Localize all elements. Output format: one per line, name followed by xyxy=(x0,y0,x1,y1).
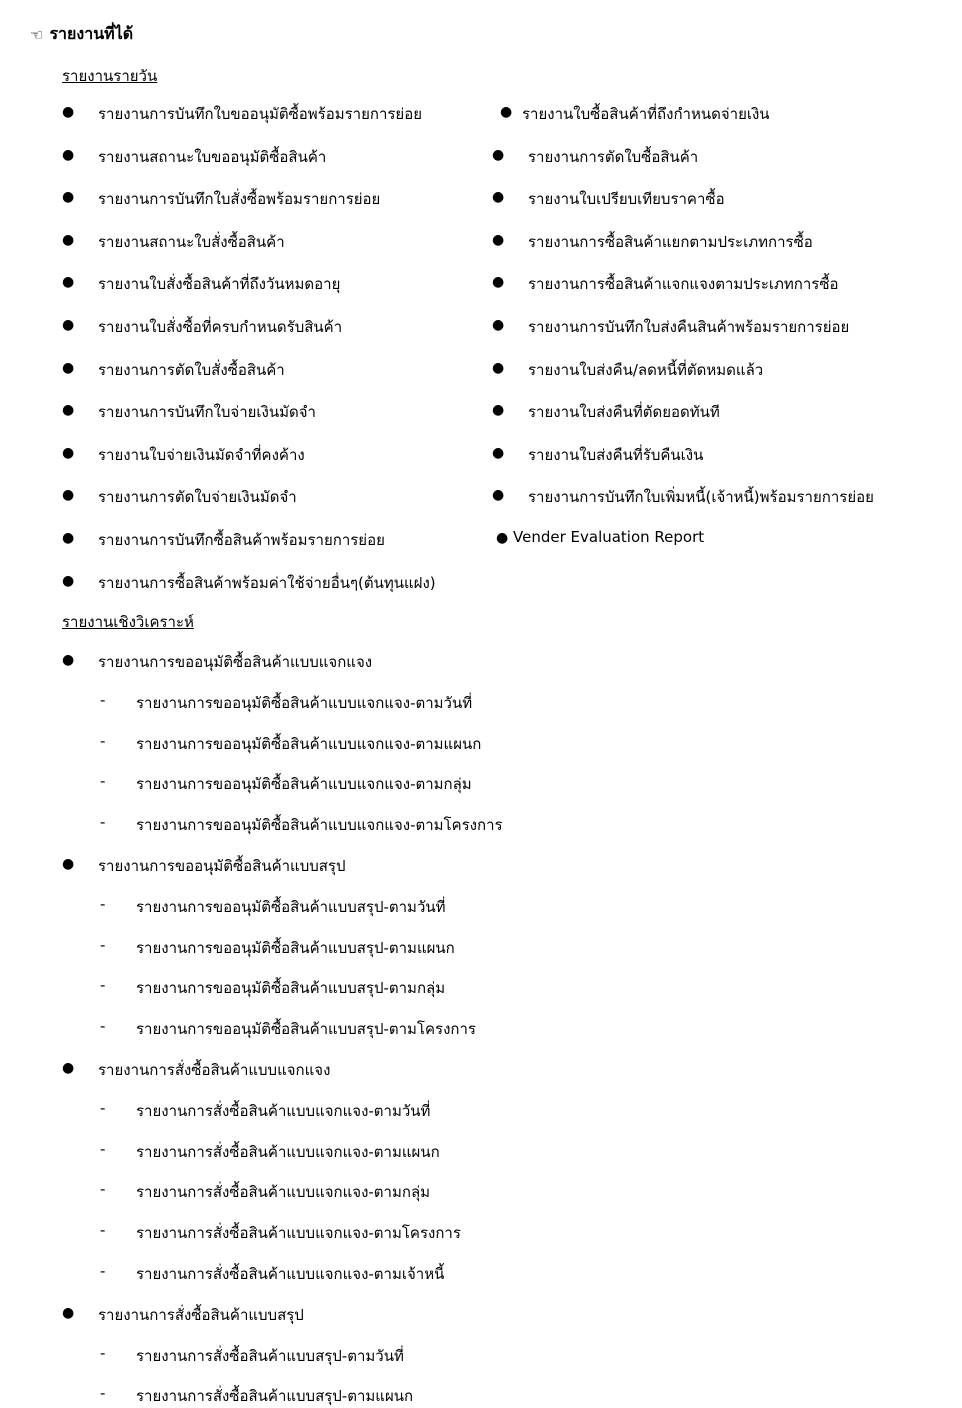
dash-icon: - xyxy=(100,1139,106,1158)
bullet-icon: ● xyxy=(62,274,75,291)
daily-report-item: รายงานการตัดใบซื้อสินค้า xyxy=(528,147,699,166)
daily-report-item: รายงานใบสั่งซื้อที่ครบกำหนดรับสินค้า xyxy=(98,318,343,336)
bullet-icon: ● xyxy=(62,189,75,206)
daily-report-item: รายงานการซื้อสินค้าแยกตามประเภทการซื้อ xyxy=(528,232,813,251)
bullet-icon: ● xyxy=(62,317,75,333)
bullet-icon: ● xyxy=(492,487,505,504)
bullet-icon: ● xyxy=(62,359,75,376)
daily-report-item: รายงานการตัดใบสั่งซื้อสินค้า xyxy=(98,360,285,379)
analysis-report-item: รายงานการสั่งซื้อสินค้าแบบแจกแจง-ตามวันที่ xyxy=(136,1101,431,1120)
bullet-icon: ● xyxy=(62,530,75,546)
dash-icon: - xyxy=(100,894,106,913)
analysis-report-item: รายงานการสั่งซื้อสินค้าแบบแจกแจง-ตามเจ้าหนี้ xyxy=(136,1265,445,1283)
daily-report-item: รายงานใบซื้อสินค้าที่ถึงกำหนดจ่ายเงิน xyxy=(522,105,770,123)
daily-report-item: รายงานการบันทึกใบจ่ายเงินมัดจำ xyxy=(98,403,316,422)
analysis-report-item: รายงานการขออนุมัติซื้อสินค้าแบบสรุป-ตามโครงการ xyxy=(136,1020,476,1039)
daily-report-item: รายงานการซื้อสินค้าแจกแจงตามประเภทการซื้อ xyxy=(528,275,839,294)
dash-icon: - xyxy=(100,1384,106,1403)
analysis-group-label: รายงานการขออนุมัติซื้อสินค้าแบบสรุป xyxy=(98,857,346,875)
daily-reports-heading: รายงานรายวัน xyxy=(62,67,158,85)
analysis-report-item: รายงานการสั่งซื้อสินค้าแบบแจกแจง-ตามกลุ่ม xyxy=(136,1183,431,1202)
bullet-icon: ● xyxy=(500,104,513,120)
dash-icon: - xyxy=(100,1098,106,1117)
bullet-icon: ● xyxy=(62,856,75,872)
dash-icon: - xyxy=(100,772,106,791)
bullet-icon: ● xyxy=(62,146,75,163)
daily-report-item: รายงานใบจ่ายเงินมัดจำที่คงค้าง xyxy=(98,445,305,464)
analysis-report-item: รายงานการสั่งซื้อสินค้าแบบสรุป-ตามแผนก xyxy=(136,1387,414,1406)
bullet-icon: ● xyxy=(62,1060,75,1076)
bullet-icon: ● xyxy=(62,1304,75,1321)
analysis-report-item: รายงานการขออนุมัติซื้อสินค้าแบบแจกแจง-ตามแผนก xyxy=(136,734,482,753)
bullet-icon: ● xyxy=(492,274,505,291)
bullet-icon: ● xyxy=(62,487,75,504)
analysis-report-item: รายงานการสั่งซื้อสินค้าแบบแจกแจง-ตามโครงการ xyxy=(136,1224,461,1243)
dash-icon: - xyxy=(100,813,106,832)
daily-report-item: รายงานสถานะใบขออนุมัติซื้อสินค้า xyxy=(98,147,327,166)
analysis-group-label: รายงานการสั่งซื้อสินค้าแบบแจกแจง xyxy=(98,1061,331,1079)
analysis-report-item: รายงานการขออนุมัติซื้อสินค้าแบบสรุป-ตามกลุ่ม xyxy=(136,979,446,998)
daily-report-item: รายงานใบส่งคืนที่ตัดยอดทันที xyxy=(528,403,720,422)
daily-report-item: Vender Evaluation Report xyxy=(513,528,705,546)
daily-report-item: รายงานการตัดใบจ่ายเงินมัดจำ xyxy=(98,488,297,507)
analysis-group-label: รายงานการขออนุมัติซื้อสินค้าแบบแจกแจง xyxy=(98,653,373,671)
bullet-icon: ● xyxy=(492,189,505,206)
dash-icon: - xyxy=(100,1180,106,1199)
analysis-report-item: รายงานการขออนุมัติซื้อสินค้าแบบสรุป-ตามวันที่ xyxy=(136,897,446,916)
bullet-icon: ● xyxy=(62,231,75,248)
analysis-report-item: รายงานการขออนุมัติซื้อสินค้าแบบสรุป-ตามแผนก xyxy=(136,938,455,957)
reports-title xyxy=(30,22,133,47)
dash-icon: - xyxy=(100,976,106,995)
dash-icon: - xyxy=(100,731,106,750)
analysis-report-item: รายงานการขออนุมัติซื้อสินค้าแบบแจกแจง-ตามวันที่ xyxy=(136,693,473,712)
analysis-report-item: รายงานการขออนุมัติซื้อสินค้าแบบแจกแจง-ตามกลุ่ม xyxy=(136,775,472,794)
bullet-icon: ● xyxy=(496,530,509,546)
dash-icon: - xyxy=(100,1221,106,1240)
bullet-icon: ● xyxy=(492,231,505,248)
bullet-icon: ● xyxy=(492,146,505,163)
daily-report-item: รายงานการบันทึกซื้อสินค้าพร้อมรายการย่อย xyxy=(98,531,385,549)
bullet-icon: ● xyxy=(62,402,75,419)
daily-report-item: รายงานการบันทึกใบสั่งซื้อพร้อมรายการย่อย xyxy=(98,190,381,209)
dash-icon: - xyxy=(100,1262,106,1280)
bullet-icon: ● xyxy=(62,444,75,461)
daily-report-item: รายงานการซื้อสินค้าพร้อมค่าใช้จ่ายอื่นๆ(ต้นทุนแฝง) xyxy=(98,573,436,592)
dash-icon: - xyxy=(100,1017,106,1036)
daily-report-item: รายงานใบเปรียบเทียบราคาซื้อ xyxy=(528,190,725,209)
dash-icon: - xyxy=(100,1343,106,1362)
bullet-icon: ● xyxy=(492,402,505,419)
dash-icon: - xyxy=(100,690,106,709)
daily-report-item: รายงานการบันทึกใบขออนุมัติซื้อพร้อมรายการย่อย xyxy=(98,105,423,123)
reports-title-text: รายงานที่ได้ xyxy=(49,24,134,43)
daily-report-item: รายงานการบันทึกใบเพิ่มหนี้(เจ้าหนี้)พร้อมรายการย่อย xyxy=(528,488,874,507)
analysis-report-item: รายงานการสั่งซื้อสินค้าแบบแจกแจง-ตามแผนก xyxy=(136,1142,440,1161)
analysis-report-item: รายงานการขออนุมัติซื้อสินค้าแบบแจกแจง-ตามโครงการ xyxy=(136,816,503,835)
dash-icon: - xyxy=(100,935,106,954)
bullet-icon: ● xyxy=(62,572,75,589)
analysis-reports-heading: รายงานเชิงวิเคราะห์ xyxy=(62,613,194,631)
daily-report-item: รายงานใบสั่งซื้อสินค้าที่ถึงวันหมดอายุ xyxy=(98,275,341,294)
analysis-group-label: รายงานการสั่งซื้อสินค้าแบบสรุป xyxy=(98,1305,304,1324)
bullet-icon: ● xyxy=(62,652,75,668)
bullet-icon: ● xyxy=(62,104,75,120)
daily-report-item: รายงานการบันทึกใบส่งคืนสินค้าพร้อมรายการย่อย xyxy=(528,318,850,336)
daily-report-item: รายงานสถานะใบสั่งซื้อสินค้า xyxy=(98,232,285,251)
analysis-report-item: รายงานการสั่งซื้อสินค้าแบบสรุป-ตามวันที่ xyxy=(136,1346,404,1365)
daily-report-item: รายงานใบส่งคืน/ลดหนี้ที่ตัดหมดแล้ว xyxy=(528,360,764,379)
daily-report-item: รายงานใบส่งคืนที่รับคืนเงิน xyxy=(528,445,704,464)
bullet-icon: ● xyxy=(492,444,505,461)
pointing-hand-icon: ☜ xyxy=(30,25,44,44)
bullet-icon: ● xyxy=(492,317,505,333)
bullet-icon: ● xyxy=(492,359,505,376)
